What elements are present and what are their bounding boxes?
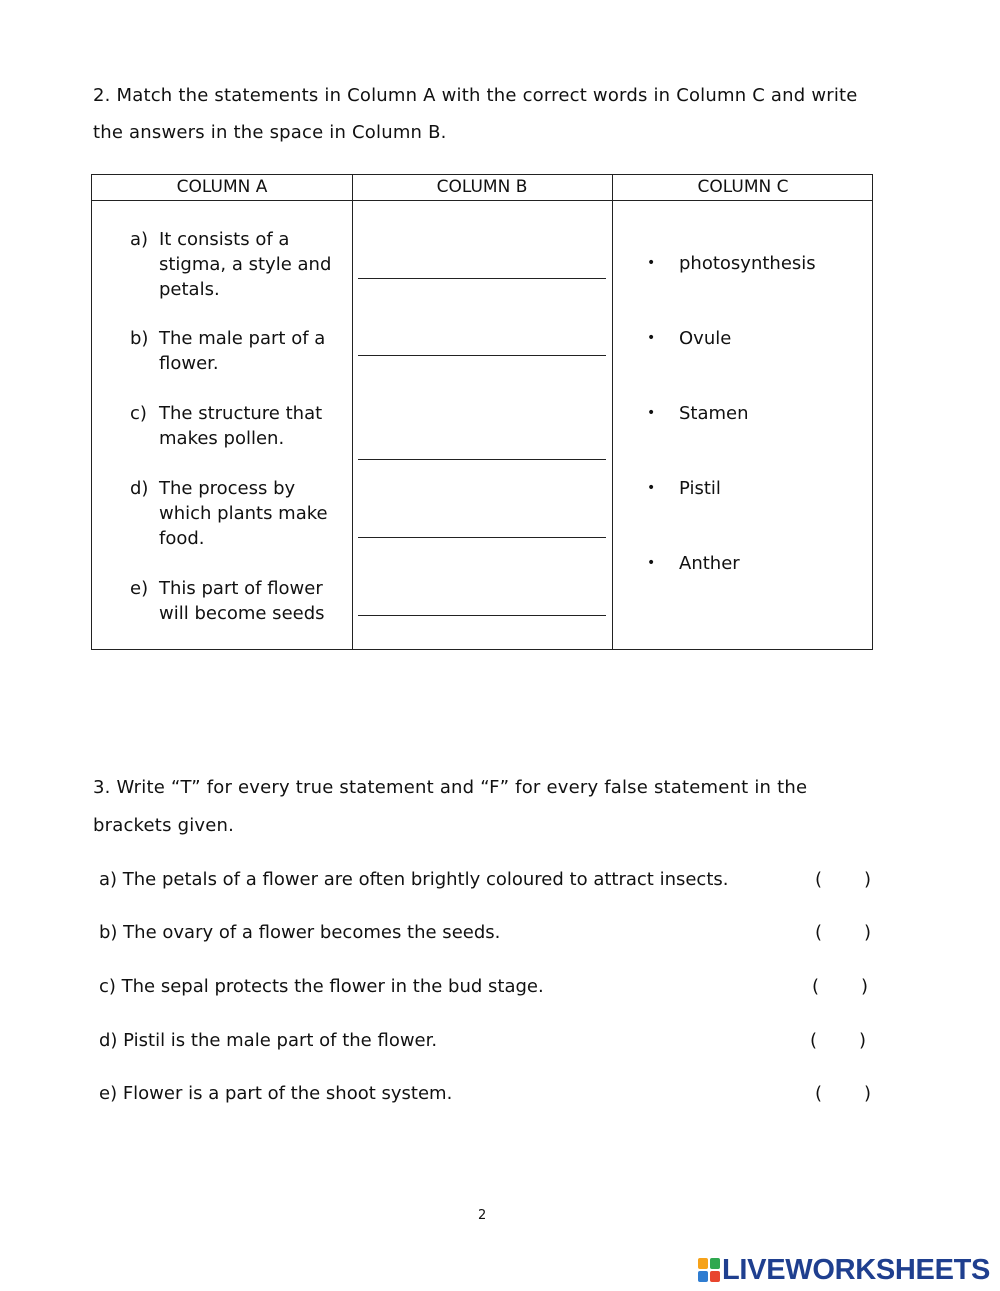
bracket-close: ) xyxy=(864,1083,872,1104)
header-column-b: COLUMN B xyxy=(436,177,528,197)
statement-label: e) xyxy=(130,578,149,599)
column-divider xyxy=(612,175,613,649)
bullet-icon: • xyxy=(647,555,656,571)
tf-statement-e: e) Flower is a part of the shoot system. xyxy=(99,1083,453,1104)
bullet-icon: • xyxy=(647,255,656,271)
option-text: Anther xyxy=(679,553,740,574)
bracket-open: ( xyxy=(810,1030,818,1051)
bracket-open: ( xyxy=(815,922,823,943)
tf-answer-box-b[interactable] xyxy=(828,921,862,945)
tf-statement-c: c) The sepal protects the flower in the bud stage. xyxy=(99,976,544,997)
answer-line-b[interactable] xyxy=(358,355,606,356)
option-text: photosynthesis xyxy=(679,253,816,274)
statement-text: The structure that makes pollen. xyxy=(159,403,323,449)
bracket-close: ) xyxy=(859,1030,867,1051)
answer-line-c[interactable] xyxy=(358,459,606,460)
statement-text: It consists of a stigma, a style and petals. xyxy=(159,229,332,300)
tf-statement-a: a) The petals of a flower are often brightly coloured to attract insects. xyxy=(99,869,729,890)
statement-label: b) xyxy=(130,328,149,349)
tf-statement-d: d) Pistil is the male part of the flower. xyxy=(99,1030,438,1051)
statement-label: d) xyxy=(130,478,149,499)
logo-blocks-icon xyxy=(698,1258,720,1282)
option-text: Stamen xyxy=(679,403,749,424)
header-column-c: COLUMN C xyxy=(697,177,789,197)
bullet-icon: • xyxy=(647,405,656,421)
q3-instruction-line2: brackets given. xyxy=(93,815,235,836)
bracket-close: ) xyxy=(864,922,872,943)
tf-answer-box-e[interactable] xyxy=(828,1082,862,1106)
tf-answer-box-d[interactable] xyxy=(823,1029,857,1053)
tf-statement-b: b) The ovary of a flower becomes the seeds. xyxy=(99,922,501,943)
logo-text: LIVEWORKSHEETS xyxy=(722,1254,991,1286)
q2-instruction-line1: 2. Match the statements in Column A with the correct words in Column C and write xyxy=(93,85,858,106)
tf-answer-box-a[interactable] xyxy=(828,868,862,892)
answer-line-d[interactable] xyxy=(358,537,606,538)
answer-line-e[interactable] xyxy=(358,615,606,616)
page-number: 2 xyxy=(478,1208,487,1223)
q2-instruction-line2: the answers in the space in Column B. xyxy=(93,122,447,143)
bracket-close: ) xyxy=(861,976,869,997)
q3-instruction-line1: 3. Write “T” for every true statement and “F” for every false statement in the xyxy=(93,777,808,798)
option-text: Ovule xyxy=(679,328,732,349)
bullet-icon: • xyxy=(647,330,656,346)
statement-text: The male part of a flower. xyxy=(159,328,326,374)
statement-label: c) xyxy=(130,403,147,424)
bullet-icon: • xyxy=(647,480,656,496)
option-text: Pistil xyxy=(679,478,721,499)
bracket-open: ( xyxy=(815,869,823,890)
matching-table xyxy=(91,174,873,650)
header-column-a: COLUMN A xyxy=(176,177,268,197)
column-divider xyxy=(352,175,353,649)
statement-label: a) xyxy=(130,229,149,250)
bracket-open: ( xyxy=(815,1083,823,1104)
tf-answer-box-c[interactable] xyxy=(825,975,859,999)
statement-text: This part of flower will become seeds xyxy=(159,578,325,624)
statement-text: The process by which plants make food. xyxy=(159,478,328,549)
answer-line-a[interactable] xyxy=(358,278,606,279)
bracket-open: ( xyxy=(812,976,820,997)
bracket-close: ) xyxy=(864,869,872,890)
